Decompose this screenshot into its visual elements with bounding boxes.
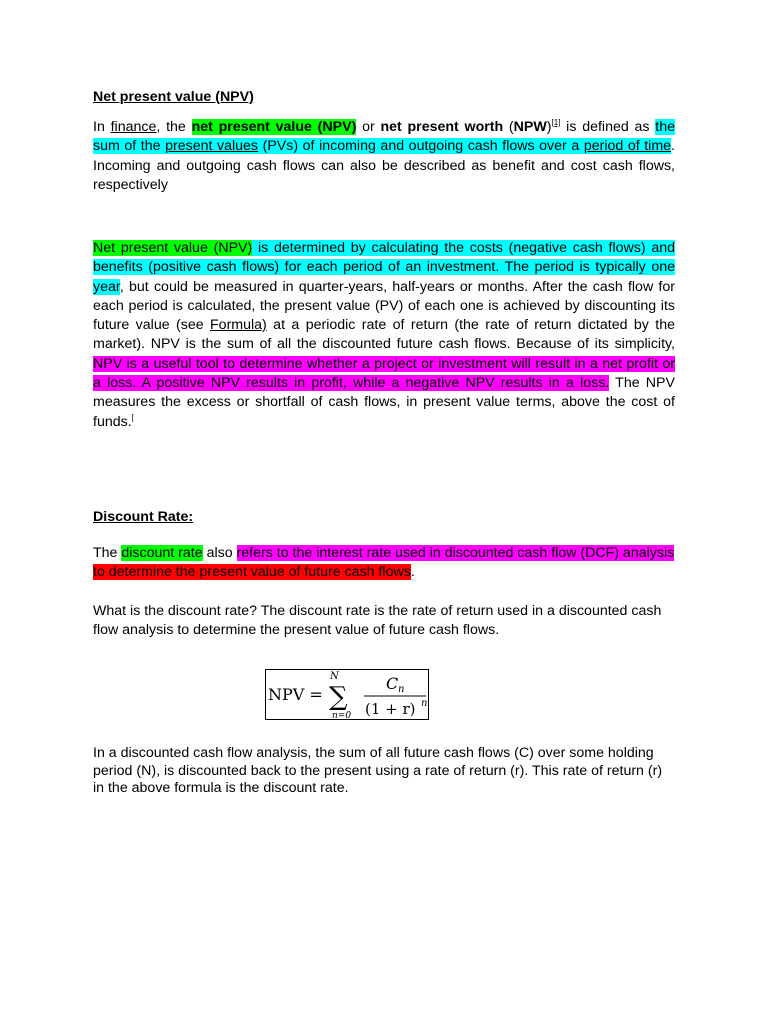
formula-lhs: NPV =: [268, 685, 323, 704]
discount-rate-highlight: discount rate: [121, 545, 203, 561]
discount-rate-heading: Discount Rate:: [93, 509, 194, 525]
npv-heading: Net present value (NPV): [93, 89, 254, 105]
discount-rate-question-paragraph: What is the discount rate? The discount rate is the rate of return used in a discounted cash flow analysis to determine the present value of future cash flows.: [93, 603, 662, 639]
finance-link[interactable]: finance: [110, 119, 157, 135]
text-run: ): [546, 119, 552, 135]
sum-lower-limit: n=0: [332, 711, 352, 719]
sum-sigma: ∑: [329, 682, 348, 712]
text-run: The NPV measures the excess or shortfall of cash flows, in present value terms, above the cost of funds.: [93, 375, 675, 430]
text-run: also: [202, 545, 237, 561]
text-run: .: [410, 564, 415, 581]
text-run: at a periodic rate of return (the rate of return dictated by the market). NPV is the sum of all the discounted future cash flows. Because of its simplicity,: [93, 317, 675, 353]
numerator-subscript: n: [398, 684, 405, 695]
text-run: the sum of the: [93, 119, 675, 155]
text-run: , but could be measured in quarter-years, half-years or months. After the cash flow for each period is calculated, the present value (PV) of each one is achieved by discounting its future value (see: [93, 278, 675, 334]
npv-definition-paragraph: [93, 118, 675, 195]
period-of-time-link[interactable]: period of time: [583, 138, 672, 155]
denominator-exponent: n: [421, 698, 428, 709]
text-run: The: [93, 545, 122, 561]
reference-link[interactable]: [1]: [551, 118, 561, 127]
npw-abbr: NPW: [513, 119, 547, 135]
npw-term: net present worth: [380, 119, 504, 135]
text-run: . Incoming and outgoing cash flows can also be described as benefit and cost cash flows, respectively: [93, 138, 675, 193]
reference-link[interactable]: [: [131, 412, 134, 422]
npv-formula-graphic: [266, 670, 428, 719]
sum-upper-limit: N: [330, 671, 339, 682]
npv-term-highlight: net present value (NPV): [191, 119, 357, 135]
magenta-highlight: NPV is a useful tool to determine whether a project or investment will result in a net profit or a loss. A positive NPV results in profit, while a negative NPV results in a loss.: [93, 355, 675, 392]
red-highlight: to determine the present value of future cash flows: [93, 564, 411, 581]
npv-calculation-paragraph: [93, 239, 675, 432]
formula-link[interactable]: Formula): [210, 317, 267, 334]
discount-rate-explanation-paragraph: In a discounted cash flow analysis, the sum of all future cash flows (C) over some holding period (N), is discounted back to the present using a rate of return (r). This rate of return (r) in the above formula is the discount rate.: [93, 745, 663, 796]
discount-rate-definition: [93, 544, 683, 583]
cyan-highlight: is determined by calculating the costs (negative cash flows) and benefits (positive cash flows) for each period of an investment. The period is typically one year: [93, 240, 675, 295]
npv-highlight: Net present value (NPV): [93, 240, 253, 256]
magenta-highlight: refers to the interest rate used in discounted cash flow (DCF) analysis: [236, 545, 675, 561]
text-run: , the: [156, 119, 192, 135]
denominator: (1 + r): [365, 700, 416, 718]
text-run: In: [93, 119, 111, 135]
present-values-link[interactable]: present values: [165, 138, 259, 155]
text-run: or: [356, 119, 381, 135]
numerator-c: C: [386, 674, 399, 693]
text-run: is defined as: [560, 119, 656, 135]
npv-formula: [265, 669, 429, 720]
text-run: (: [503, 119, 514, 135]
text-run: (PVs) of incoming and outgoing cash flows over a: [258, 138, 584, 155]
